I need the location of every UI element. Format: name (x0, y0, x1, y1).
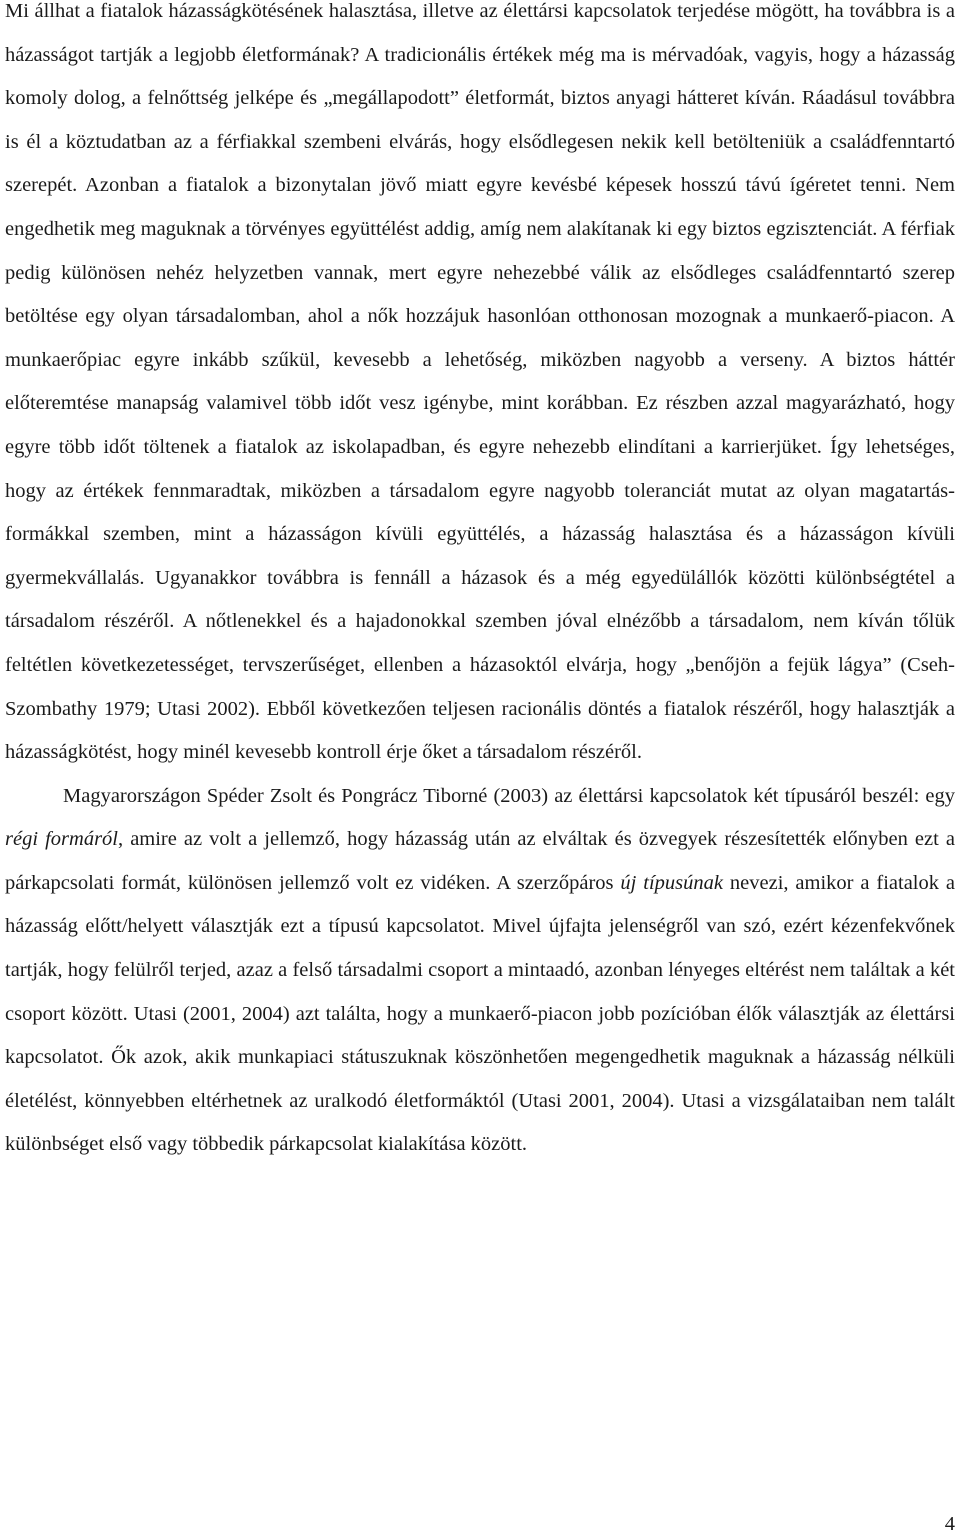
page-number: 4 (944, 1513, 955, 1535)
text-run: , amire az volt a jellemző, hogy házasság után az elváltak és özvegyek részesítették előnyben ezt a párkapcsolati formát, különösen jellemző volt ez vidéken. A szerzőpáros (5, 828, 955, 894)
paragraph: Mi állhat a fiatalok házasságkötésének halasztása, illetve az élettársi kapcsolatok terjedése mögött, ha továbbra is a házasságot tartják a legjobb életformának? A tradicionális értékek még ma is mérvadóak, vagyis, hogy a házasság komoly dolog, a felnőttség jelképe és „megállapodott” életformát, biztos anyagi hátteret kíván. Ráadásul továbbra is él a köztudatban az a férfiakkal szembeni elvárás, hogy elsődlegesen nekik kell betölteniük a családfenntartó szerepét. Azonban a fiatalok a bizonytalan jövő miatt egyre kevésbé képesek hosszú távú ígéretet tenni. Nem engedhetik meg maguknak a törvényes együttélést addig, amíg nem alakítanak ki egy biztos egzisztenciát. A férfiak pedig különösen nehéz helyzetben vannak, mert egyre nehezebbé válik az elsődleges családfenntartó szerep betöltése egy olyan társadalomban, ahol a nők hozzájuk hasonlóan otthonosan mozognak a munkaerő-piacon. A munkaerőpiac egyre inkább szűkül, kevesebb a lehetőség, miközben nagyobb a verseny. A biztos háttér előteremtése manapság valamivel több időt vesz igénybe, mint korábban. Ez részben azzal magyarázható, hogy egyre több időt töltenek a fiatalok az iskolapadban, és egyre nehezebb elindítani a karrierjüket. Így lehetséges, hogy az értékek fennmaradtak, miközben a társadalom egyre nagyobb toleranciát mutat az olyan magatartás-formákkal szemben, mint a házasságon kívüli együttélés, a házasság halasztása és a házasságon kívüli gyermekvállalás. Ugyanakkor továbbra is fennáll a házasok és a még egyedülállók közötti különbségtétel a társadalom részéről. A nőtlenekkel és a hajadonokkal szemben jóval elnézőbb a társadalom, nem kíván tőlük feltétlen következetességet, tervszerűséget, ellenben a házasoktól elvárja, hogy „benőjön a fejük lágya” (Cseh-Szombathy 1979; Utasi 2002). Ebből következően teljesen racionális döntés a fiatalok részéről, hogy halasztják a házasságkötést, hogy minél kevesebb kontroll érje őket a társadalom részéről. (5, 0, 955, 764)
text-run: Magyarországon Spéder Zsolt és Pongrácz Tiborné (2003) az élettársi kapcsolatok két típusáról beszél: egy (63, 784, 955, 807)
body-text (5, 0, 955, 1167)
emphasized-term: új típusúnak (620, 871, 723, 894)
text-run: nevezi, amikor a fiatalok a házasság előtt/helyett választják ezt a típusú kapcsolatot. Mivel újfajta jelenségről van szó, ezért kézenfekvőnek tartják, hogy felülről terjed, azaz a felső társadalmi csoport a mintaadó, azonban lényeges eltérést nem találtak a két csoport között. Utasi (2001, 2004) azt találta, hogy a munkaerő-piacon jobb pozícióban élők választják az élettársi kapcsolatot. Ők azok, akik munkapiaci státuszuknak köszönhetően megengedhetik maguknak a házasság nélküli életélést, könnyebben eltérhetnek az uralkodó életformáktól (Utasi 2001, 2004). Utasi a vizsgálataiban nem talált különbséget első vagy többedik párkapcsolat kialakítása között. (5, 871, 955, 1156)
paragraph (5, 775, 955, 1167)
emphasized-term: régi formáról (5, 828, 118, 851)
